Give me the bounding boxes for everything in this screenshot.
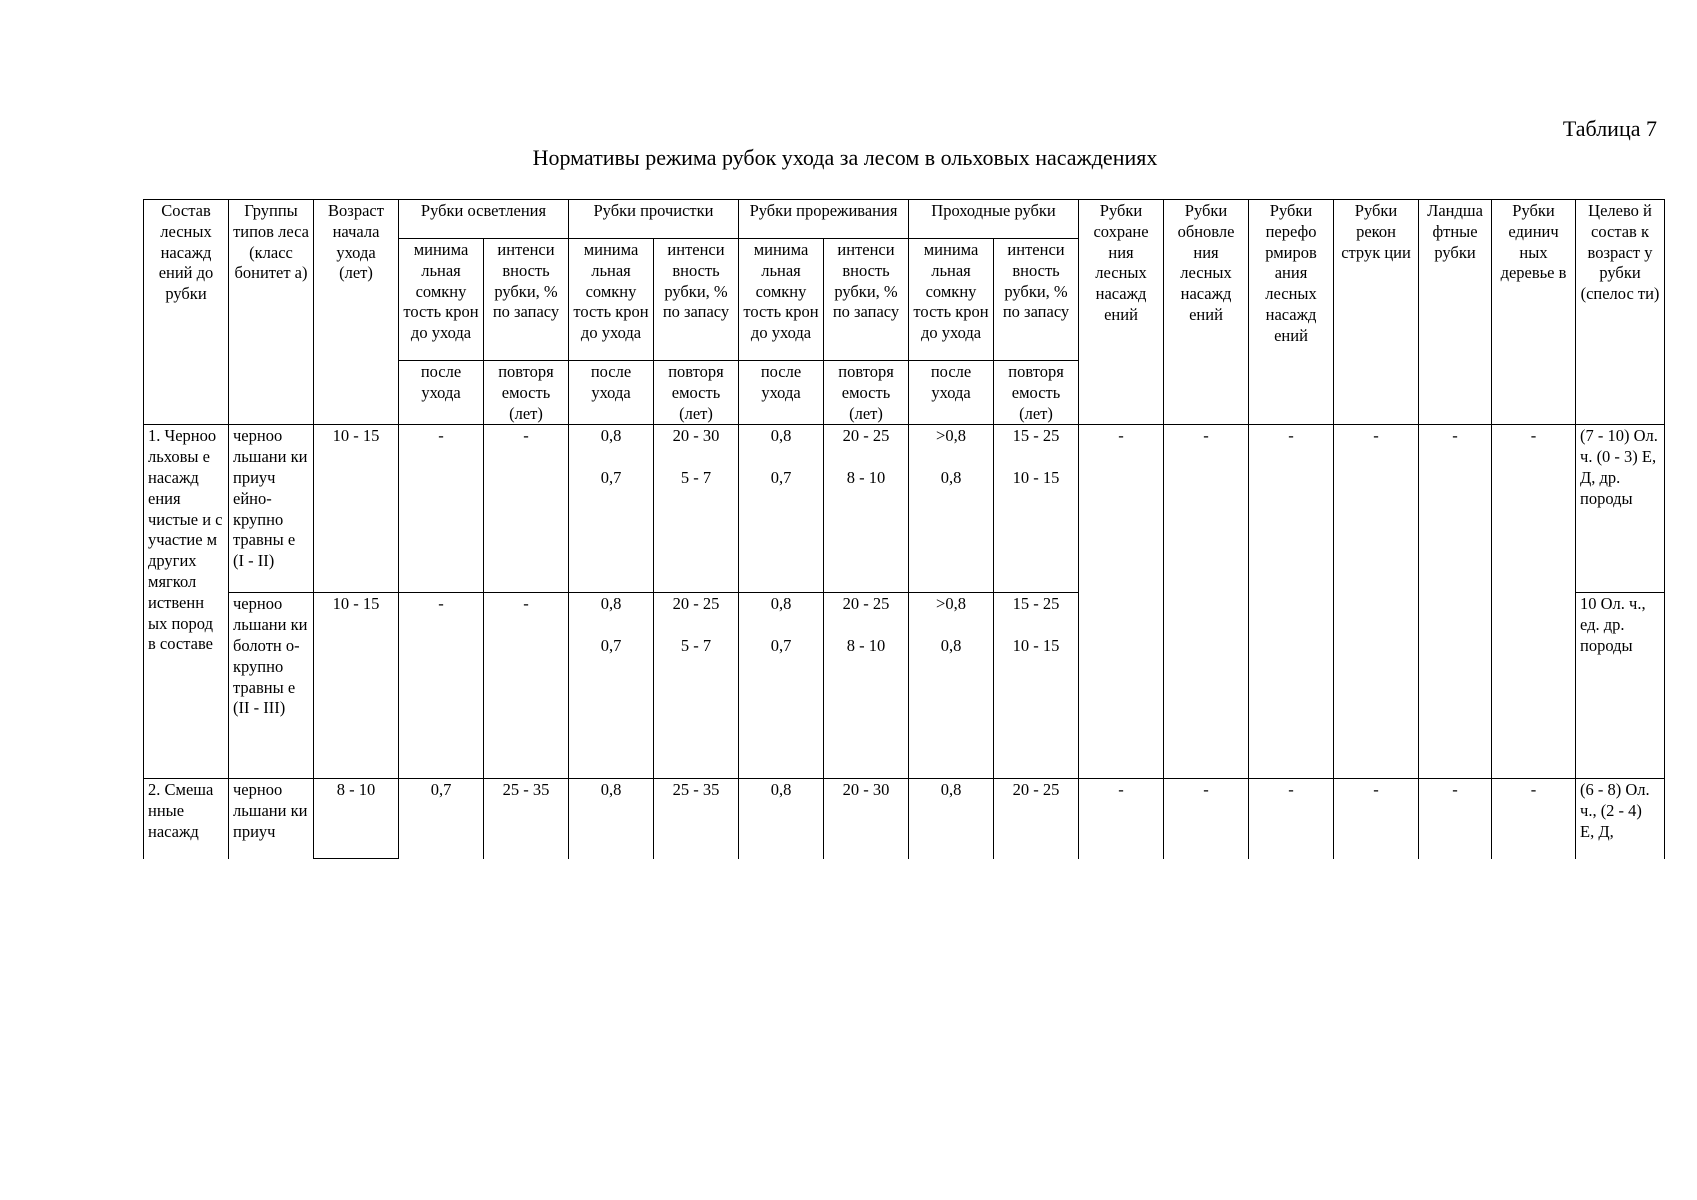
cell-passing-intensity	[994, 425, 1079, 593]
value-after: 0,7	[770, 636, 792, 656]
cell-cleaning-intensity	[654, 593, 739, 779]
table-number-label: Таблица 7	[1562, 116, 1657, 141]
cell-thinning-intensity	[824, 425, 909, 593]
header-recurrence: повторя емость (лет)	[824, 361, 909, 425]
cell-renewal: -	[1164, 779, 1249, 859]
cell-reconstruction: -	[1334, 425, 1419, 779]
header-thinning: Рубки прореживания	[739, 200, 909, 239]
value-recurrence: 8 - 10	[846, 468, 886, 488]
cell-lightening-density: -	[399, 425, 484, 593]
header-composition: Состав лесных насажд ений до рубки	[144, 200, 229, 425]
value-before: 0,8	[770, 426, 792, 446]
header-intensity: интенси вность рубки, % по запасу	[824, 239, 909, 361]
cell-cleaning-density: 0,8	[569, 779, 654, 859]
cell-preservation: -	[1079, 779, 1164, 859]
cell-lightening-intensity: 25 - 35	[484, 779, 569, 859]
cell-forest-group: черноо льшани ки приуч ейно- крупно травны е (I - II)	[229, 425, 314, 593]
header-passing: Проходные рубки	[909, 200, 1079, 239]
cell-lightening-intensity: -	[484, 425, 569, 593]
cell-cleaning-density	[569, 593, 654, 779]
header-start-age: Возраст начала ухода (лет)	[314, 200, 399, 425]
cell-thinning-density	[739, 425, 824, 593]
header-min-density: минима льная сомкну тость крон до ухода	[569, 239, 654, 361]
value-recurrence: 10 - 15	[1012, 636, 1060, 656]
value-before: 0,8	[600, 426, 622, 446]
header-after-care: после ухода	[909, 361, 994, 425]
value-recurrence: 8 - 10	[846, 636, 886, 656]
table-row	[144, 425, 1697, 593]
value-recurrence: 5 - 7	[680, 636, 712, 656]
header-after-care: после ухода	[739, 361, 824, 425]
header-recurrence: повторя емость (лет)	[654, 361, 739, 425]
header-intensity: интенси вность рубки, % по запасу	[994, 239, 1079, 361]
cell-renewal: -	[1164, 425, 1249, 779]
cell-target-composition: 10 Ол. ч., ед. др. породы	[1576, 593, 1665, 779]
cell-lightening-density: 0,7	[399, 779, 484, 859]
value-after: 0,7	[770, 468, 792, 488]
header-recurrence: повторя емость (лет)	[994, 361, 1079, 425]
header-forest-groups: Группы типов леса (класс бонитет а)	[229, 200, 314, 425]
cell-single-trees: -	[1492, 779, 1576, 859]
cell-start-age: 10 - 15	[314, 593, 399, 779]
header-min-density: минима льная сомкну тость крон до ухода	[909, 239, 994, 361]
cell-composition: 2. Смеша нные насажд	[144, 779, 229, 859]
cell-cleaning-density	[569, 425, 654, 593]
cell-passing-density	[909, 593, 994, 779]
cell-reformation: -	[1249, 425, 1334, 779]
cell-landscape: -	[1419, 779, 1492, 859]
header-row-groups	[144, 200, 1697, 239]
value-after: 0,8	[940, 468, 962, 488]
cell-thinning-intensity: 20 - 30	[824, 779, 909, 859]
value-before: >0,8	[936, 594, 966, 614]
header-single-trees: Рубки единич ных деревье в	[1492, 200, 1576, 425]
header-reformation: Рубки перефо рмиров ания лесных насажд ений	[1249, 200, 1334, 425]
cell-composition: 1. Черноо льховы е насажд ения чистые и с участие м других мягкол иственн ых пород в составе	[144, 425, 229, 779]
header-intensity: интенси вность рубки, % по запасу	[484, 239, 569, 361]
header-min-density: минима льная сомкну тость крон до ухода	[399, 239, 484, 361]
value-after: 0,7	[600, 468, 622, 488]
cell-start-age: 8 - 10	[314, 779, 399, 859]
standards-table-container	[143, 199, 1697, 859]
standards-table	[143, 199, 1697, 859]
value-before: 0,8	[770, 594, 792, 614]
cell-passing-intensity: 20 - 25	[994, 779, 1079, 859]
cell-passing-density	[909, 425, 994, 593]
table-row	[144, 779, 1697, 859]
header-preservation: Рубки сохране ния лесных насажд ений	[1079, 200, 1164, 425]
cell-preservation: -	[1079, 425, 1164, 779]
cell-start-age: 10 - 15	[314, 425, 399, 593]
value-before: 0,8	[600, 594, 622, 614]
header-lightening: Рубки осветления	[399, 200, 569, 239]
cell-forest-group: черноо льшани ки болотн о- крупно травны е (II - III)	[229, 593, 314, 779]
value-intensity: 20 - 25	[842, 426, 890, 446]
cell-lightening-density: -	[399, 593, 484, 779]
cell-thinning-density: 0,8	[739, 779, 824, 859]
cell-cleaning-intensity: 25 - 35	[654, 779, 739, 859]
value-after: 0,7	[600, 636, 622, 656]
cell-target-composition: (6 - 8) Ол. ч., (2 - 4) Е, Д,	[1576, 779, 1665, 859]
value-intensity: 20 - 30	[672, 426, 720, 446]
header-min-density: минима льная сомкну тость крон до ухода	[739, 239, 824, 361]
cell-forest-group: черноо льшани ки приуч	[229, 779, 314, 859]
cell-target-composition: (7 - 10) Ол. ч. (0 - 3) Е, Д, др. породы	[1576, 425, 1665, 593]
document-title: Нормативы режима рубок ухода за лесом в ольховых насаждениях	[532, 145, 1158, 170]
value-after: 0,8	[940, 636, 962, 656]
cell-cleaning-intensity	[654, 425, 739, 593]
header-recurrence: повторя емость (лет)	[484, 361, 569, 425]
header-landscape: Ландша фтные рубки	[1419, 200, 1492, 425]
cell-lightening-intensity: -	[484, 593, 569, 779]
value-intensity: 15 - 25	[1012, 594, 1060, 614]
cell-thinning-density	[739, 593, 824, 779]
cell-passing-intensity	[994, 593, 1079, 779]
header-after-care: после ухода	[399, 361, 484, 425]
header-reconstruction: Рубки рекон струк ции	[1334, 200, 1419, 425]
value-intensity: 15 - 25	[1012, 426, 1060, 446]
value-intensity: 20 - 25	[842, 594, 890, 614]
value-recurrence: 5 - 7	[680, 468, 712, 488]
value-recurrence: 10 - 15	[1012, 468, 1060, 488]
value-intensity: 20 - 25	[672, 594, 720, 614]
header-target-composition: Целево й состав к возраст у рубки (спелос ти)	[1576, 200, 1665, 425]
cell-landscape: -	[1419, 425, 1492, 779]
cell-thinning-intensity	[824, 593, 909, 779]
cell-passing-density: 0,8	[909, 779, 994, 859]
value-before: >0,8	[936, 426, 966, 446]
header-intensity: интенси вность рубки, % по запасу	[654, 239, 739, 361]
cell-reformation: -	[1249, 779, 1334, 859]
cell-single-trees: -	[1492, 425, 1576, 779]
header-renewal: Рубки обновле ния лесных насажд ений	[1164, 200, 1249, 425]
header-after-care: после ухода	[569, 361, 654, 425]
cell-reconstruction: -	[1334, 779, 1419, 859]
header-cleaning: Рубки прочистки	[569, 200, 739, 239]
